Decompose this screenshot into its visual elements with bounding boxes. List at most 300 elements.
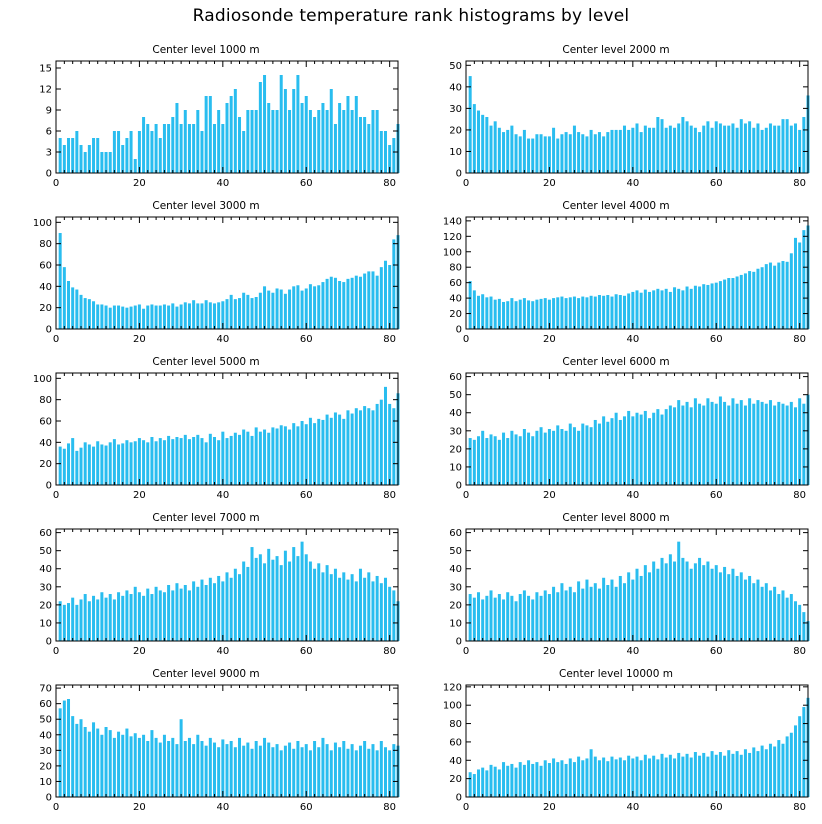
bar xyxy=(276,744,279,797)
bar xyxy=(585,758,588,797)
bar xyxy=(661,119,664,173)
bar xyxy=(96,599,99,641)
y-tick-label: 6 xyxy=(45,126,52,138)
y-tick-label: 30 xyxy=(39,745,52,757)
y-tick-label: 15 xyxy=(39,63,52,75)
bar xyxy=(146,442,149,485)
bar xyxy=(627,756,630,797)
bar xyxy=(305,424,308,485)
bar xyxy=(756,123,759,173)
x-tick-label: 80 xyxy=(383,490,397,501)
bar xyxy=(175,103,178,173)
bar xyxy=(251,298,254,329)
bar-series xyxy=(59,542,400,641)
x-tick-label: 40 xyxy=(216,490,230,501)
bar xyxy=(652,290,655,329)
y-tick-label: 40 xyxy=(449,408,462,420)
bar xyxy=(284,426,287,485)
bar xyxy=(234,89,237,173)
bar xyxy=(665,289,668,329)
bar xyxy=(669,755,672,797)
bar xyxy=(134,306,137,329)
bar xyxy=(569,424,572,485)
bar xyxy=(681,558,684,641)
bar xyxy=(777,740,780,797)
bar xyxy=(75,131,78,173)
panel-title: Center level 7000 m xyxy=(152,512,260,524)
bar xyxy=(384,578,387,641)
bar xyxy=(498,440,501,485)
bar xyxy=(798,130,801,173)
x-tick-label: 60 xyxy=(709,802,723,813)
x-tick-label: 20 xyxy=(133,334,146,345)
bar xyxy=(690,569,693,641)
bar xyxy=(263,738,266,797)
bar xyxy=(602,416,605,485)
y-tick-label: 20 xyxy=(449,309,462,321)
bar xyxy=(84,298,87,329)
bar xyxy=(96,138,99,173)
bar xyxy=(321,282,324,329)
bar xyxy=(367,408,370,485)
bar xyxy=(552,298,555,329)
bar xyxy=(226,572,229,641)
bar xyxy=(109,594,112,641)
bar xyxy=(598,589,601,641)
bar xyxy=(138,738,141,797)
bar xyxy=(477,436,480,485)
bar xyxy=(736,404,739,485)
bar xyxy=(731,754,734,797)
x-tick-label: 80 xyxy=(383,334,397,345)
y-tick-label: 0 xyxy=(45,480,52,492)
bar xyxy=(205,442,208,485)
bar xyxy=(498,128,501,173)
bar xyxy=(150,131,153,173)
bar xyxy=(213,743,216,797)
bar xyxy=(355,276,358,329)
bar xyxy=(267,103,270,173)
plot-area xyxy=(10,59,402,193)
bar xyxy=(498,594,501,641)
bar xyxy=(317,419,320,485)
bar xyxy=(490,590,493,641)
bar xyxy=(731,123,734,173)
bar xyxy=(305,744,308,797)
bar xyxy=(473,598,476,641)
histogram-svg xyxy=(420,371,812,505)
bar xyxy=(188,738,191,797)
bar xyxy=(150,304,153,329)
bar xyxy=(623,296,626,329)
bar xyxy=(271,560,274,641)
bar xyxy=(744,749,747,797)
bar xyxy=(781,590,784,641)
bar xyxy=(565,431,568,485)
bar xyxy=(744,406,747,485)
bar xyxy=(636,123,639,173)
bar xyxy=(556,762,559,797)
bar xyxy=(246,432,249,485)
bar xyxy=(71,716,74,797)
bar xyxy=(125,590,128,641)
bar xyxy=(117,444,120,485)
bar xyxy=(715,755,718,797)
bar xyxy=(577,757,580,797)
bar xyxy=(473,104,476,173)
bar xyxy=(506,301,509,329)
bar xyxy=(175,437,178,485)
bar xyxy=(652,562,655,641)
bar xyxy=(715,283,718,329)
bar xyxy=(305,554,308,641)
panel-title: Center level 5000 m xyxy=(152,356,260,368)
bar xyxy=(727,574,730,641)
bar xyxy=(105,306,108,329)
bar xyxy=(271,110,274,173)
bar xyxy=(346,279,349,329)
bar xyxy=(573,592,576,641)
x-tick-label: 60 xyxy=(709,490,723,501)
bar xyxy=(481,115,484,173)
x-tick-label: 40 xyxy=(626,490,640,501)
y-tick-label: 30 xyxy=(449,103,462,115)
bar xyxy=(761,402,764,485)
bar xyxy=(744,123,747,173)
bar xyxy=(346,580,349,641)
bar xyxy=(284,294,287,329)
bar xyxy=(469,594,472,641)
bar xyxy=(163,440,166,485)
bar xyxy=(246,110,249,173)
y-tick-label: 20 xyxy=(39,600,52,612)
x-tick-label: 0 xyxy=(52,334,60,345)
bar xyxy=(556,592,559,641)
y-tick-label: 0 xyxy=(455,636,462,648)
bar xyxy=(171,303,174,329)
bar xyxy=(217,747,220,797)
bar xyxy=(146,589,149,641)
bar xyxy=(380,741,383,797)
bar xyxy=(527,433,530,485)
bar xyxy=(756,751,759,797)
bar-series xyxy=(59,75,400,173)
x-tick-label: 80 xyxy=(383,802,397,813)
bar xyxy=(284,89,287,173)
plot-area xyxy=(10,683,402,817)
y-tick-label: 60 xyxy=(39,416,52,428)
bar xyxy=(715,121,718,173)
bar xyxy=(694,398,697,485)
x-tick-label: 40 xyxy=(626,802,640,813)
bar xyxy=(267,549,270,641)
y-tick-label: 0 xyxy=(45,636,52,648)
bar xyxy=(569,297,572,329)
bar xyxy=(226,438,229,485)
x-tick-label: 40 xyxy=(626,178,640,189)
bar xyxy=(192,744,195,797)
bar xyxy=(371,581,374,641)
x-tick-label: 40 xyxy=(216,178,230,189)
bar xyxy=(138,438,141,485)
bar xyxy=(748,271,751,329)
bar xyxy=(485,596,488,641)
bar xyxy=(355,581,358,641)
bar xyxy=(540,299,543,329)
bar xyxy=(686,402,689,485)
bar xyxy=(305,96,308,173)
bar xyxy=(627,293,630,329)
bar xyxy=(519,594,522,641)
bar xyxy=(84,442,87,485)
y-tick-label: 0 xyxy=(455,792,462,804)
bar xyxy=(67,603,70,641)
bar xyxy=(610,130,613,173)
bar xyxy=(498,769,501,797)
bar xyxy=(694,286,697,329)
bar xyxy=(477,111,480,173)
bar xyxy=(180,589,183,641)
bar xyxy=(802,117,805,173)
bar xyxy=(80,295,83,329)
bar xyxy=(75,290,78,329)
bar xyxy=(155,587,158,641)
bar xyxy=(615,587,618,641)
bar xyxy=(92,301,95,329)
bar xyxy=(631,580,634,641)
bar xyxy=(359,277,362,329)
bar xyxy=(802,230,805,329)
histogram-svg xyxy=(420,683,812,817)
bar xyxy=(338,747,341,797)
bar xyxy=(740,119,743,173)
bar xyxy=(581,760,584,797)
bar xyxy=(217,576,220,641)
x-tick-label: 80 xyxy=(793,490,807,501)
bar xyxy=(63,701,66,797)
bar xyxy=(330,750,333,797)
bar xyxy=(288,430,291,485)
bar xyxy=(113,306,116,329)
bar xyxy=(623,126,626,173)
bar xyxy=(656,409,659,485)
bar xyxy=(67,138,70,173)
bar xyxy=(552,431,555,485)
bar xyxy=(384,387,387,485)
bar xyxy=(184,585,187,641)
bar xyxy=(798,716,801,797)
bar xyxy=(798,398,801,485)
bar xyxy=(702,565,705,641)
bar xyxy=(134,733,137,797)
bar xyxy=(706,285,709,329)
bar xyxy=(769,590,772,641)
bar xyxy=(109,152,112,173)
y-tick-label: 70 xyxy=(39,683,52,695)
x-tick-label: 60 xyxy=(299,802,313,813)
bar xyxy=(565,590,568,641)
bar xyxy=(205,300,208,329)
bar xyxy=(581,589,584,641)
bar xyxy=(802,404,805,485)
bar xyxy=(535,592,538,641)
bar xyxy=(188,303,191,329)
x-tick-label: 0 xyxy=(52,646,60,657)
page-title: Radiosonde temperature rank histograms by level xyxy=(192,6,630,26)
bar xyxy=(276,110,279,173)
bar xyxy=(727,750,730,797)
bar xyxy=(92,138,95,173)
bar xyxy=(506,438,509,485)
bar xyxy=(192,437,195,485)
y-tick-label: 100 xyxy=(32,217,52,229)
bar xyxy=(560,760,563,797)
y-tick-label: 60 xyxy=(449,528,462,540)
bar xyxy=(217,110,220,173)
bar xyxy=(773,126,776,173)
bar xyxy=(719,572,722,641)
bar xyxy=(363,406,366,485)
y-tick-label: 80 xyxy=(449,262,462,274)
bar xyxy=(367,271,370,329)
bar xyxy=(506,766,509,797)
bar xyxy=(292,89,295,173)
bar xyxy=(288,290,291,329)
bar xyxy=(267,433,270,485)
bar xyxy=(188,124,191,173)
bar xyxy=(702,406,705,485)
bar xyxy=(321,103,324,173)
bar xyxy=(138,592,141,641)
bar xyxy=(175,583,178,641)
bar xyxy=(523,130,526,173)
bar xyxy=(175,307,178,329)
bar xyxy=(515,434,518,485)
bar xyxy=(84,594,87,641)
bar xyxy=(117,306,120,329)
bar xyxy=(477,769,480,797)
bar xyxy=(494,121,497,173)
bar xyxy=(623,760,626,797)
bar xyxy=(259,82,262,173)
bar xyxy=(246,295,249,329)
bar xyxy=(644,290,647,329)
bar xyxy=(209,96,212,173)
plot-area xyxy=(420,683,812,817)
bar xyxy=(351,110,354,173)
bar xyxy=(665,563,668,641)
bar xyxy=(544,298,547,329)
bar xyxy=(226,744,229,797)
bar xyxy=(598,132,601,173)
bar xyxy=(681,406,684,485)
bar xyxy=(338,578,341,641)
bar xyxy=(661,415,664,485)
bar xyxy=(121,735,124,797)
bar xyxy=(502,433,505,485)
bar xyxy=(515,768,518,797)
bar xyxy=(313,569,316,641)
bar xyxy=(752,747,755,797)
y-tick-label: 100 xyxy=(442,247,462,259)
bar xyxy=(727,126,730,173)
bar xyxy=(75,724,78,797)
bar xyxy=(155,738,158,797)
y-tick-label: 20 xyxy=(449,125,462,137)
bar xyxy=(167,124,170,173)
y-tick-label: 0 xyxy=(455,324,462,336)
bar xyxy=(786,262,789,329)
bar xyxy=(581,297,584,329)
histogram-svg xyxy=(10,59,402,193)
bar xyxy=(515,301,518,329)
bar xyxy=(481,768,484,797)
bar xyxy=(359,117,362,173)
bar xyxy=(63,267,66,329)
bar xyxy=(481,599,484,641)
bar xyxy=(673,287,676,329)
y-tick-label: 50 xyxy=(39,546,52,558)
bar xyxy=(184,302,187,329)
bar xyxy=(309,284,312,329)
y-tick-label: 12 xyxy=(39,84,52,96)
bar xyxy=(155,441,158,485)
bar xyxy=(756,580,759,641)
bar xyxy=(606,761,609,797)
bar xyxy=(301,291,304,329)
histogram-svg xyxy=(420,527,812,661)
bar xyxy=(338,415,341,485)
bar xyxy=(384,131,387,173)
y-tick-label: 20 xyxy=(449,774,462,786)
bar xyxy=(276,288,279,329)
bar xyxy=(535,300,538,329)
bar xyxy=(146,306,149,329)
bar xyxy=(673,758,676,797)
bar xyxy=(523,429,526,485)
bar xyxy=(719,281,722,329)
bar xyxy=(251,547,254,641)
bar xyxy=(301,103,304,173)
bar xyxy=(355,96,358,173)
x-tick-label: 0 xyxy=(52,178,60,189)
bar xyxy=(502,762,505,797)
bar xyxy=(150,594,153,641)
bar xyxy=(88,732,91,797)
bar xyxy=(544,433,547,485)
bar xyxy=(544,590,547,641)
bar xyxy=(631,128,634,173)
bar xyxy=(159,590,162,641)
bar xyxy=(230,578,233,641)
bar xyxy=(255,297,258,329)
bar-series xyxy=(469,76,810,173)
bar xyxy=(548,429,551,485)
bar xyxy=(615,130,618,173)
bar xyxy=(125,138,128,173)
bar xyxy=(67,281,70,329)
bar xyxy=(610,418,613,485)
bar xyxy=(59,138,62,173)
bar xyxy=(355,408,358,485)
bar xyxy=(267,743,270,797)
bar xyxy=(192,581,195,641)
bar xyxy=(619,758,622,797)
bar xyxy=(719,396,722,485)
bar xyxy=(117,732,120,797)
bar xyxy=(226,299,229,329)
bar xyxy=(184,110,187,173)
